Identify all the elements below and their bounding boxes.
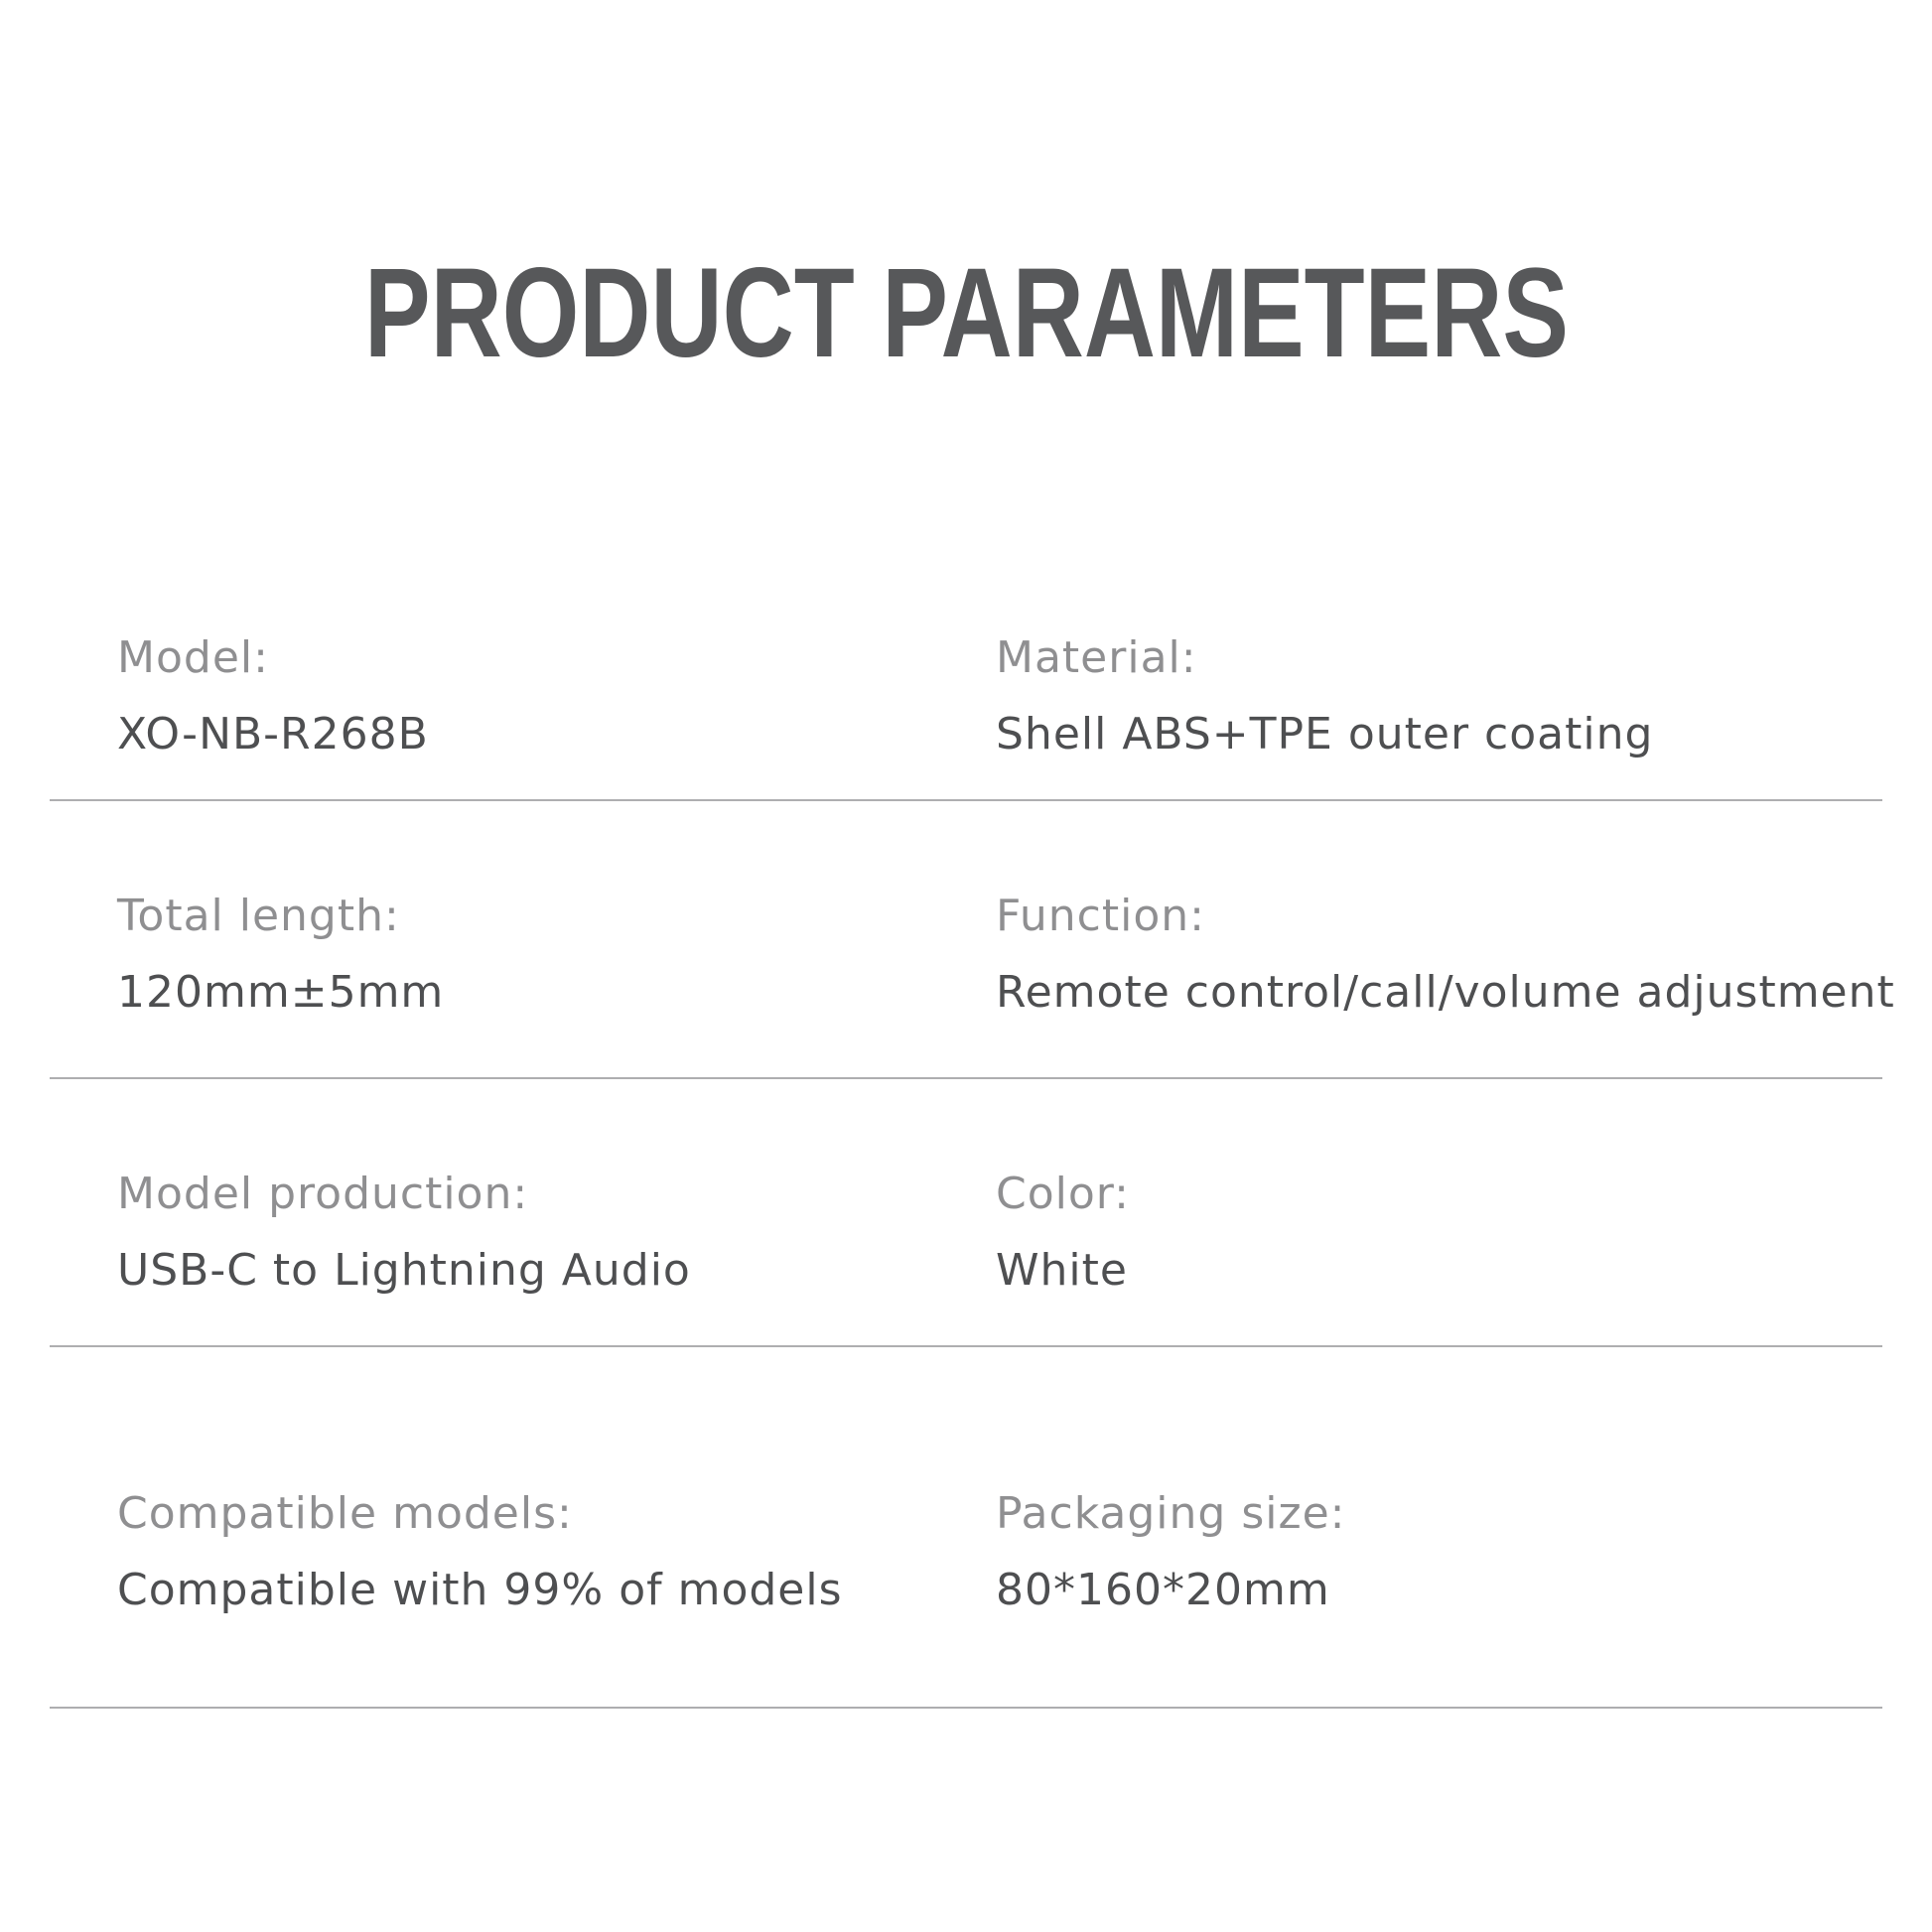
spec-cell-model [117, 630, 996, 761]
spec-value-model: XO-NB-R268B [117, 709, 429, 759]
spec-cell-material [996, 630, 1882, 761]
spec-table [0, 630, 1932, 1709]
spec-cell-total-length [117, 889, 996, 1020]
spec-row-length-function [0, 801, 1932, 1077]
spec-value-total-length: 120mm±5mm [117, 967, 445, 1018]
spec-cell-packaging-size [996, 1486, 1882, 1617]
title-wrap [0, 0, 1932, 384]
spec-value-packaging-size: 80*160*20mm [996, 1565, 1330, 1615]
spec-value-compatible-models: Compatible with 99% of models [117, 1565, 843, 1615]
spec-row-compatibility-packaging [0, 1347, 1932, 1707]
spec-value-color: White [996, 1245, 1128, 1296]
spec-label-color: Color: [996, 1169, 1130, 1219]
spec-cell-model-production [117, 1167, 996, 1298]
spec-row-production-color [0, 1079, 1932, 1345]
spec-cell-compatible-models [117, 1486, 996, 1617]
page-title: PRODUCT PARAMETERS [363, 242, 1569, 384]
spec-cell-function [996, 889, 1895, 1020]
spec-label-function: Function: [996, 891, 1205, 941]
spec-label-model: Model: [117, 632, 269, 683]
spec-label-total-length: Total length: [117, 891, 400, 941]
spec-value-function: Remote control/call/volume adjustment [996, 967, 1895, 1018]
spec-label-model-production: Model production: [117, 1169, 529, 1219]
row-divider-4 [50, 1707, 1882, 1709]
spec-value-material: Shell ABS+TPE outer coating [996, 709, 1654, 759]
spec-label-packaging-size: Packaging size: [996, 1488, 1346, 1539]
spec-value-model-production: USB-C to Lightning Audio [117, 1245, 691, 1296]
spec-row-model-material [0, 630, 1932, 799]
spec-label-compatible-models: Compatible models: [117, 1488, 573, 1539]
spec-label-material: Material: [996, 632, 1197, 683]
spec-cell-color [996, 1167, 1882, 1298]
